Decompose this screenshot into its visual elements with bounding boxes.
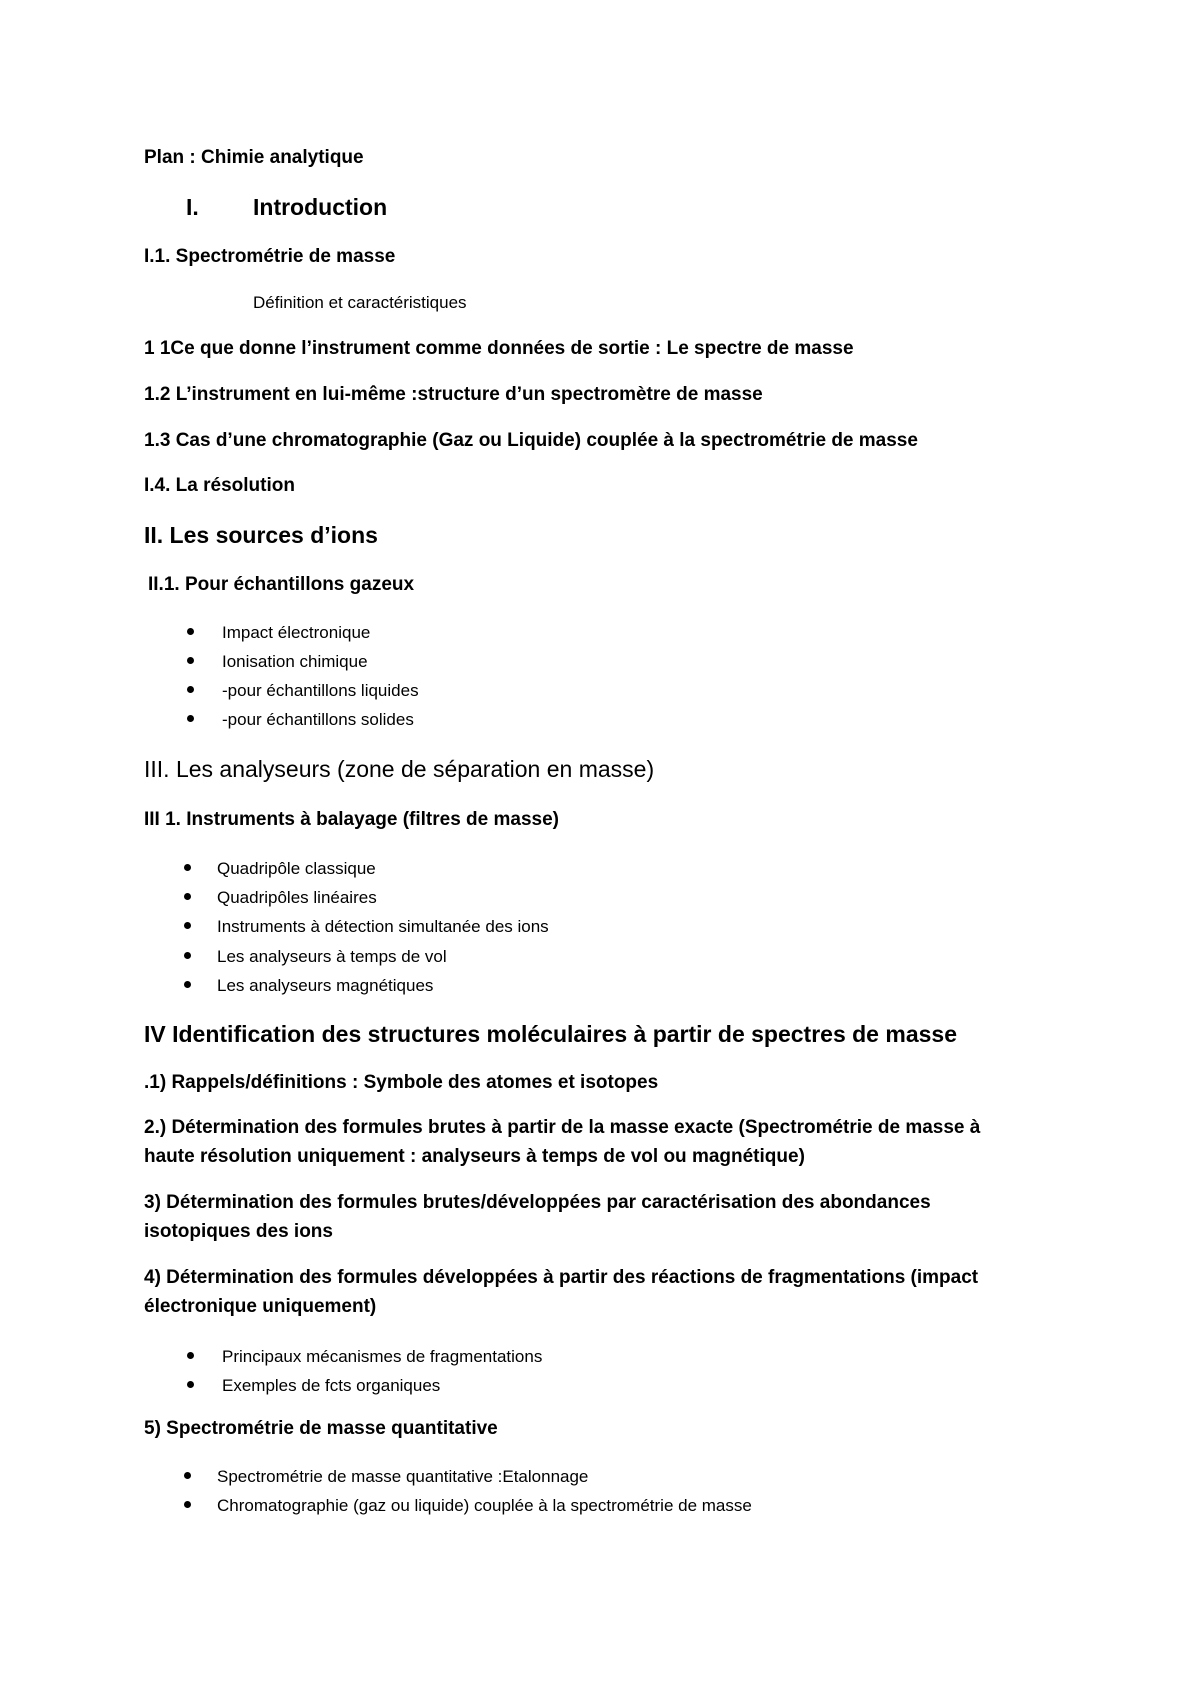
list-item: Spectrométrie de masse quantitative :Etalonnage: [217, 1467, 589, 1486]
bullet-icon: [187, 657, 194, 664]
bullet-icon: [184, 864, 191, 871]
list-item: Exemples de fcts organiques: [222, 1376, 441, 1395]
definition-line: Définition et caractéristiques: [253, 293, 467, 312]
section-1-title: Introduction: [253, 194, 388, 220]
bullet-icon: [184, 922, 191, 929]
item-4-3-line-1: 3) Détermination des formules brutes/développées par caractérisation des abondances: [144, 1192, 931, 1213]
bullet-icon: [187, 628, 194, 635]
bullet-icon: [184, 893, 191, 900]
list-item: Ionisation chimique: [222, 652, 368, 671]
plan-title: Plan : Chimie analytique: [144, 147, 364, 168]
list-item: Chromatographie (gaz ou liquide) couplée à la spectrométrie de masse: [217, 1496, 752, 1515]
item-1-4: I.4. La résolution: [144, 475, 295, 496]
item-4-2-line-2: haute résolution uniquement : analyseurs à temps de vol ou magnétique): [144, 1146, 805, 1167]
subsection-3-1: III 1. Instruments à balayage (filtres de masse): [144, 809, 559, 830]
list-item: Les analyseurs magnétiques: [217, 976, 434, 995]
item-4-3-line-2: isotopiques des ions: [144, 1221, 333, 1242]
item-4-4-line-2: électronique uniquement): [144, 1296, 377, 1317]
section-2-title: [144, 524, 378, 547]
item-4-2-line-1: 2.) Détermination des formules brutes à partir de la masse exacte (Spectrométrie de masse à: [144, 1117, 981, 1138]
bullet-icon: [184, 1472, 191, 1479]
section-1-numeral: I.: [186, 194, 199, 220]
bullet-icon: [184, 981, 191, 988]
bullet-icon: [187, 686, 194, 693]
bullet-icon: [187, 715, 194, 722]
item-1-2: 1.2 L’instrument en lui-même :structure d’un spectromètre de masse: [144, 384, 763, 405]
item-4-4-line-1: 4) Détermination des formules développées à partir des réactions de fragmentations (impact: [144, 1267, 979, 1288]
section-2-title-text: II. Les sources d’ions: [144, 522, 378, 548]
bullet-icon: [184, 952, 191, 959]
subsection-2-1: II.1. Pour échantillons gazeux: [148, 574, 415, 595]
bullet-icon: [184, 1501, 191, 1508]
list-item: Principaux mécanismes de fragmentations: [222, 1347, 543, 1366]
list-item: -pour échantillons solides: [222, 710, 414, 729]
list-item: -pour échantillons liquides: [222, 681, 419, 700]
item-4-1: .1) Rappels/définitions : Symbole des atomes et isotopes: [144, 1072, 659, 1093]
section-3-title: [144, 758, 654, 781]
list-item: Quadripôle classique: [217, 859, 376, 878]
list-item: Impact électronique: [222, 623, 371, 642]
subsection-1-1: I.1. Spectrométrie de masse: [144, 246, 396, 267]
list-item: Quadripôles linéaires: [217, 888, 377, 907]
item-1-3: 1.3 Cas d’une chromatographie (Gaz ou Liquide) couplée à la spectrométrie de masse: [144, 430, 918, 451]
bullet-icon: [187, 1352, 194, 1359]
bullet-icon: [187, 1381, 194, 1388]
item-1-1: 1 1Ce que donne l’instrument comme données de sortie : Le spectre de masse: [144, 338, 854, 359]
section-5-title: 5) Spectrométrie de masse quantitative: [144, 1418, 498, 1439]
section-4-title: IV Identification des structures moléculaires à partir de spectres de masse: [144, 1021, 957, 1047]
section-3-title-text: III. Les analyseurs (zone de séparation en masse): [144, 756, 655, 782]
list-item: Les analyseurs à temps de vol: [217, 947, 447, 966]
list-item: Instruments à détection simultanée des ions: [217, 917, 549, 936]
